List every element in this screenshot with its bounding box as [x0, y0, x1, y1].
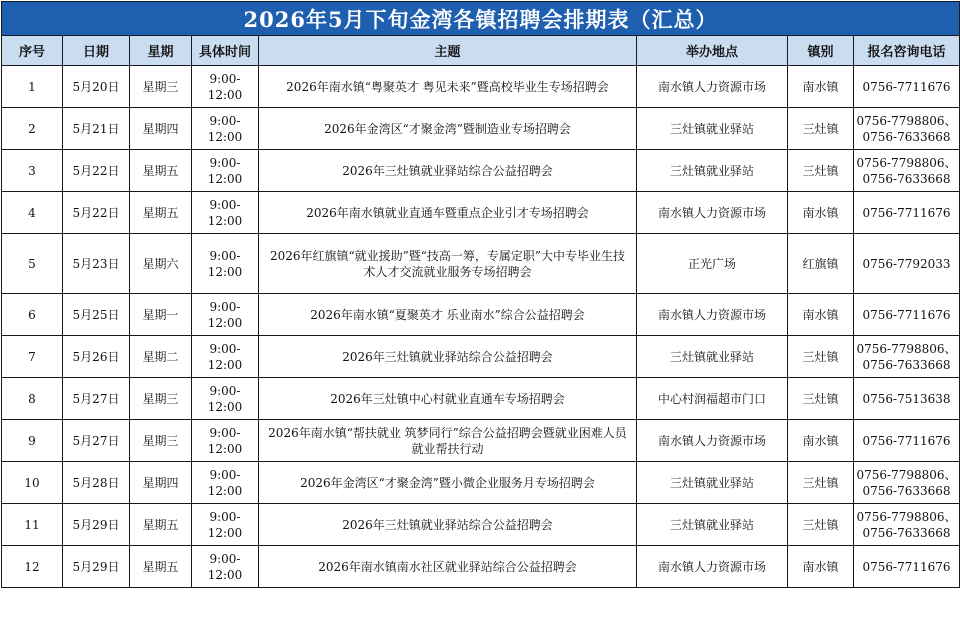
row-phone: [854, 546, 960, 588]
row-no: 12: [2, 546, 63, 588]
row-town: 南水镇: [788, 546, 854, 588]
row-venue: 三灶镇就业驿站: [637, 504, 788, 546]
row-date: 5月25日: [63, 294, 130, 336]
row-time: 9:00-12:00: [192, 234, 259, 294]
header-row: [2, 36, 960, 66]
row-town: 三灶镇: [788, 462, 854, 504]
row-date: 5月21日: [63, 108, 130, 150]
phone-number: 0756-7798806、: [856, 155, 957, 170]
row-town: 三灶镇: [788, 150, 854, 192]
row-no: 2: [2, 108, 63, 150]
row-weekday: 星期四: [130, 462, 192, 504]
row-date: 5月28日: [63, 462, 130, 504]
phone-number: 0756-7798806、: [856, 113, 957, 128]
row-topic: 2026年南水镇“粤聚英才 粤见未来”暨高校毕业生专场招聘会: [259, 66, 637, 108]
table-row: [2, 150, 960, 192]
phone-number: 0756-7798806、: [856, 509, 957, 524]
header-time: 具体时间: [192, 36, 259, 66]
schedule-table: [1, 1, 960, 588]
row-date: 5月29日: [63, 546, 130, 588]
row-town: 三灶镇: [788, 108, 854, 150]
header-venue: 举办地点: [637, 36, 788, 66]
row-topic: 2026年南水镇南水社区就业驿站综合公益招聘会: [259, 546, 637, 588]
row-time: 9:00-12:00: [192, 504, 259, 546]
row-venue: 南水镇人力资源市场: [637, 66, 788, 108]
row-time: 9:00-12:00: [192, 378, 259, 420]
phone-number: 0756-7633668: [862, 171, 951, 186]
row-no: 7: [2, 336, 63, 378]
row-town: 红旗镇: [788, 234, 854, 294]
row-weekday: 星期三: [130, 66, 192, 108]
table-row: [2, 192, 960, 234]
row-time: 9:00-12:00: [192, 336, 259, 378]
header-town: 镇别: [788, 36, 854, 66]
row-venue: 中心村润福超市门口: [637, 378, 788, 420]
row-topic: 2026年三灶镇就业驿站综合公益招聘会: [259, 150, 637, 192]
table-row: [2, 462, 960, 504]
row-weekday: 星期五: [130, 504, 192, 546]
row-no: 8: [2, 378, 63, 420]
table-title: 2026年5月下旬金湾各镇招聘会排期表（汇总）: [2, 2, 960, 36]
phone-number: 0756-7633668: [862, 357, 951, 372]
phone-number: 0756-7711676: [862, 205, 951, 220]
row-venue: 三灶镇就业驿站: [637, 462, 788, 504]
row-weekday: 星期三: [130, 378, 192, 420]
row-venue: 三灶镇就业驿站: [637, 150, 788, 192]
row-time: 9:00-12:00: [192, 294, 259, 336]
table-row: [2, 378, 960, 420]
row-no: 4: [2, 192, 63, 234]
table-row: [2, 504, 960, 546]
phone-number: 0756-7792033: [862, 256, 951, 271]
row-phone: [854, 66, 960, 108]
phone-number: 0756-7711676: [862, 79, 951, 94]
row-time: 9:00-12:00: [192, 66, 259, 108]
row-time: 9:00-12:00: [192, 546, 259, 588]
table-row: [2, 108, 960, 150]
row-time: 9:00-12:00: [192, 462, 259, 504]
row-phone: [854, 462, 960, 504]
phone-number: 0756-7711676: [862, 433, 951, 448]
row-date: 5月27日: [63, 378, 130, 420]
row-weekday: 星期二: [130, 336, 192, 378]
row-weekday: 星期六: [130, 234, 192, 294]
row-topic: 2026年金湾区“才聚金湾”暨小微企业服务月专场招聘会: [259, 462, 637, 504]
table-row: [2, 66, 960, 108]
row-date: 5月26日: [63, 336, 130, 378]
header-date: 日期: [63, 36, 130, 66]
row-phone: [854, 234, 960, 294]
row-town: 三灶镇: [788, 378, 854, 420]
row-topic: 2026年三灶镇就业驿站综合公益招聘会: [259, 336, 637, 378]
phone-number: 0756-7798806、: [856, 341, 957, 356]
header-topic: 主题: [259, 36, 637, 66]
row-town: 南水镇: [788, 294, 854, 336]
row-date: 5月27日: [63, 420, 130, 462]
row-phone: [854, 378, 960, 420]
row-phone: [854, 150, 960, 192]
row-town: 南水镇: [788, 192, 854, 234]
row-time: 9:00-12:00: [192, 108, 259, 150]
row-venue: 三灶镇就业驿站: [637, 336, 788, 378]
row-topic: 2026年红旗镇“就业援助”暨“技高一筹，专属定职”大中专毕业生技术人才交流就业服务专场招聘会: [259, 234, 637, 294]
row-phone: [854, 336, 960, 378]
row-town: 三灶镇: [788, 336, 854, 378]
row-phone: [854, 420, 960, 462]
phone-number: 0756-7513638: [862, 391, 951, 406]
table-row: [2, 420, 960, 462]
row-no: 6: [2, 294, 63, 336]
header-phone: 报名咨询电话: [854, 36, 960, 66]
row-weekday: 星期四: [130, 108, 192, 150]
row-topic: 2026年三灶镇就业驿站综合公益招聘会: [259, 504, 637, 546]
row-date: 5月29日: [63, 504, 130, 546]
row-weekday: 星期一: [130, 294, 192, 336]
header-weekday: 星期: [130, 36, 192, 66]
row-time: 9:00-12:00: [192, 420, 259, 462]
row-weekday: 星期五: [130, 192, 192, 234]
row-topic: 2026年南水镇“夏聚英才 乐业南水”综合公益招聘会: [259, 294, 637, 336]
row-topic: 2026年金湾区“才聚金湾”暨制造业专场招聘会: [259, 108, 637, 150]
row-no: 5: [2, 234, 63, 294]
phone-number: 0756-7711676: [862, 307, 951, 322]
row-phone: [854, 294, 960, 336]
row-weekday: 星期三: [130, 420, 192, 462]
row-time: 9:00-12:00: [192, 192, 259, 234]
row-topic: 2026年南水镇“帮扶就业 筑梦同行”综合公益招聘会暨就业困难人员就业帮扶行动: [259, 420, 637, 462]
row-no: 1: [2, 66, 63, 108]
phone-number: 0756-7711676: [862, 559, 951, 574]
row-topic: 2026年三灶镇中心村就业直通车专场招聘会: [259, 378, 637, 420]
phone-number: 0756-7633668: [862, 483, 951, 498]
row-town: 南水镇: [788, 66, 854, 108]
row-no: 9: [2, 420, 63, 462]
row-venue: 南水镇人力资源市场: [637, 192, 788, 234]
table-row: [2, 294, 960, 336]
header-no: 序号: [2, 36, 63, 66]
row-phone: [854, 504, 960, 546]
row-venue: 南水镇人力资源市场: [637, 546, 788, 588]
row-date: 5月22日: [63, 192, 130, 234]
row-date: 5月20日: [63, 66, 130, 108]
table-row: [2, 336, 960, 378]
row-weekday: 星期五: [130, 546, 192, 588]
phone-number: 0756-7633668: [862, 525, 951, 540]
row-time: 9:00-12:00: [192, 150, 259, 192]
row-weekday: 星期五: [130, 150, 192, 192]
row-town: 南水镇: [788, 420, 854, 462]
row-venue: 三灶镇就业驿站: [637, 108, 788, 150]
row-venue: 正光广场: [637, 234, 788, 294]
table-row: [2, 234, 960, 294]
row-no: 3: [2, 150, 63, 192]
row-phone: [854, 108, 960, 150]
row-venue: 南水镇人力资源市场: [637, 420, 788, 462]
row-phone: [854, 192, 960, 234]
phone-number: 0756-7798806、: [856, 467, 957, 482]
row-date: 5月23日: [63, 234, 130, 294]
row-no: 11: [2, 504, 63, 546]
row-town: 三灶镇: [788, 504, 854, 546]
phone-number: 0756-7633668: [862, 129, 951, 144]
schedule-sheet: [1, 1, 959, 633]
row-date: 5月22日: [63, 150, 130, 192]
row-topic: 2026年南水镇就业直通车暨重点企业引才专场招聘会: [259, 192, 637, 234]
table-row: [2, 546, 960, 588]
row-venue: 南水镇人力资源市场: [637, 294, 788, 336]
row-no: 10: [2, 462, 63, 504]
